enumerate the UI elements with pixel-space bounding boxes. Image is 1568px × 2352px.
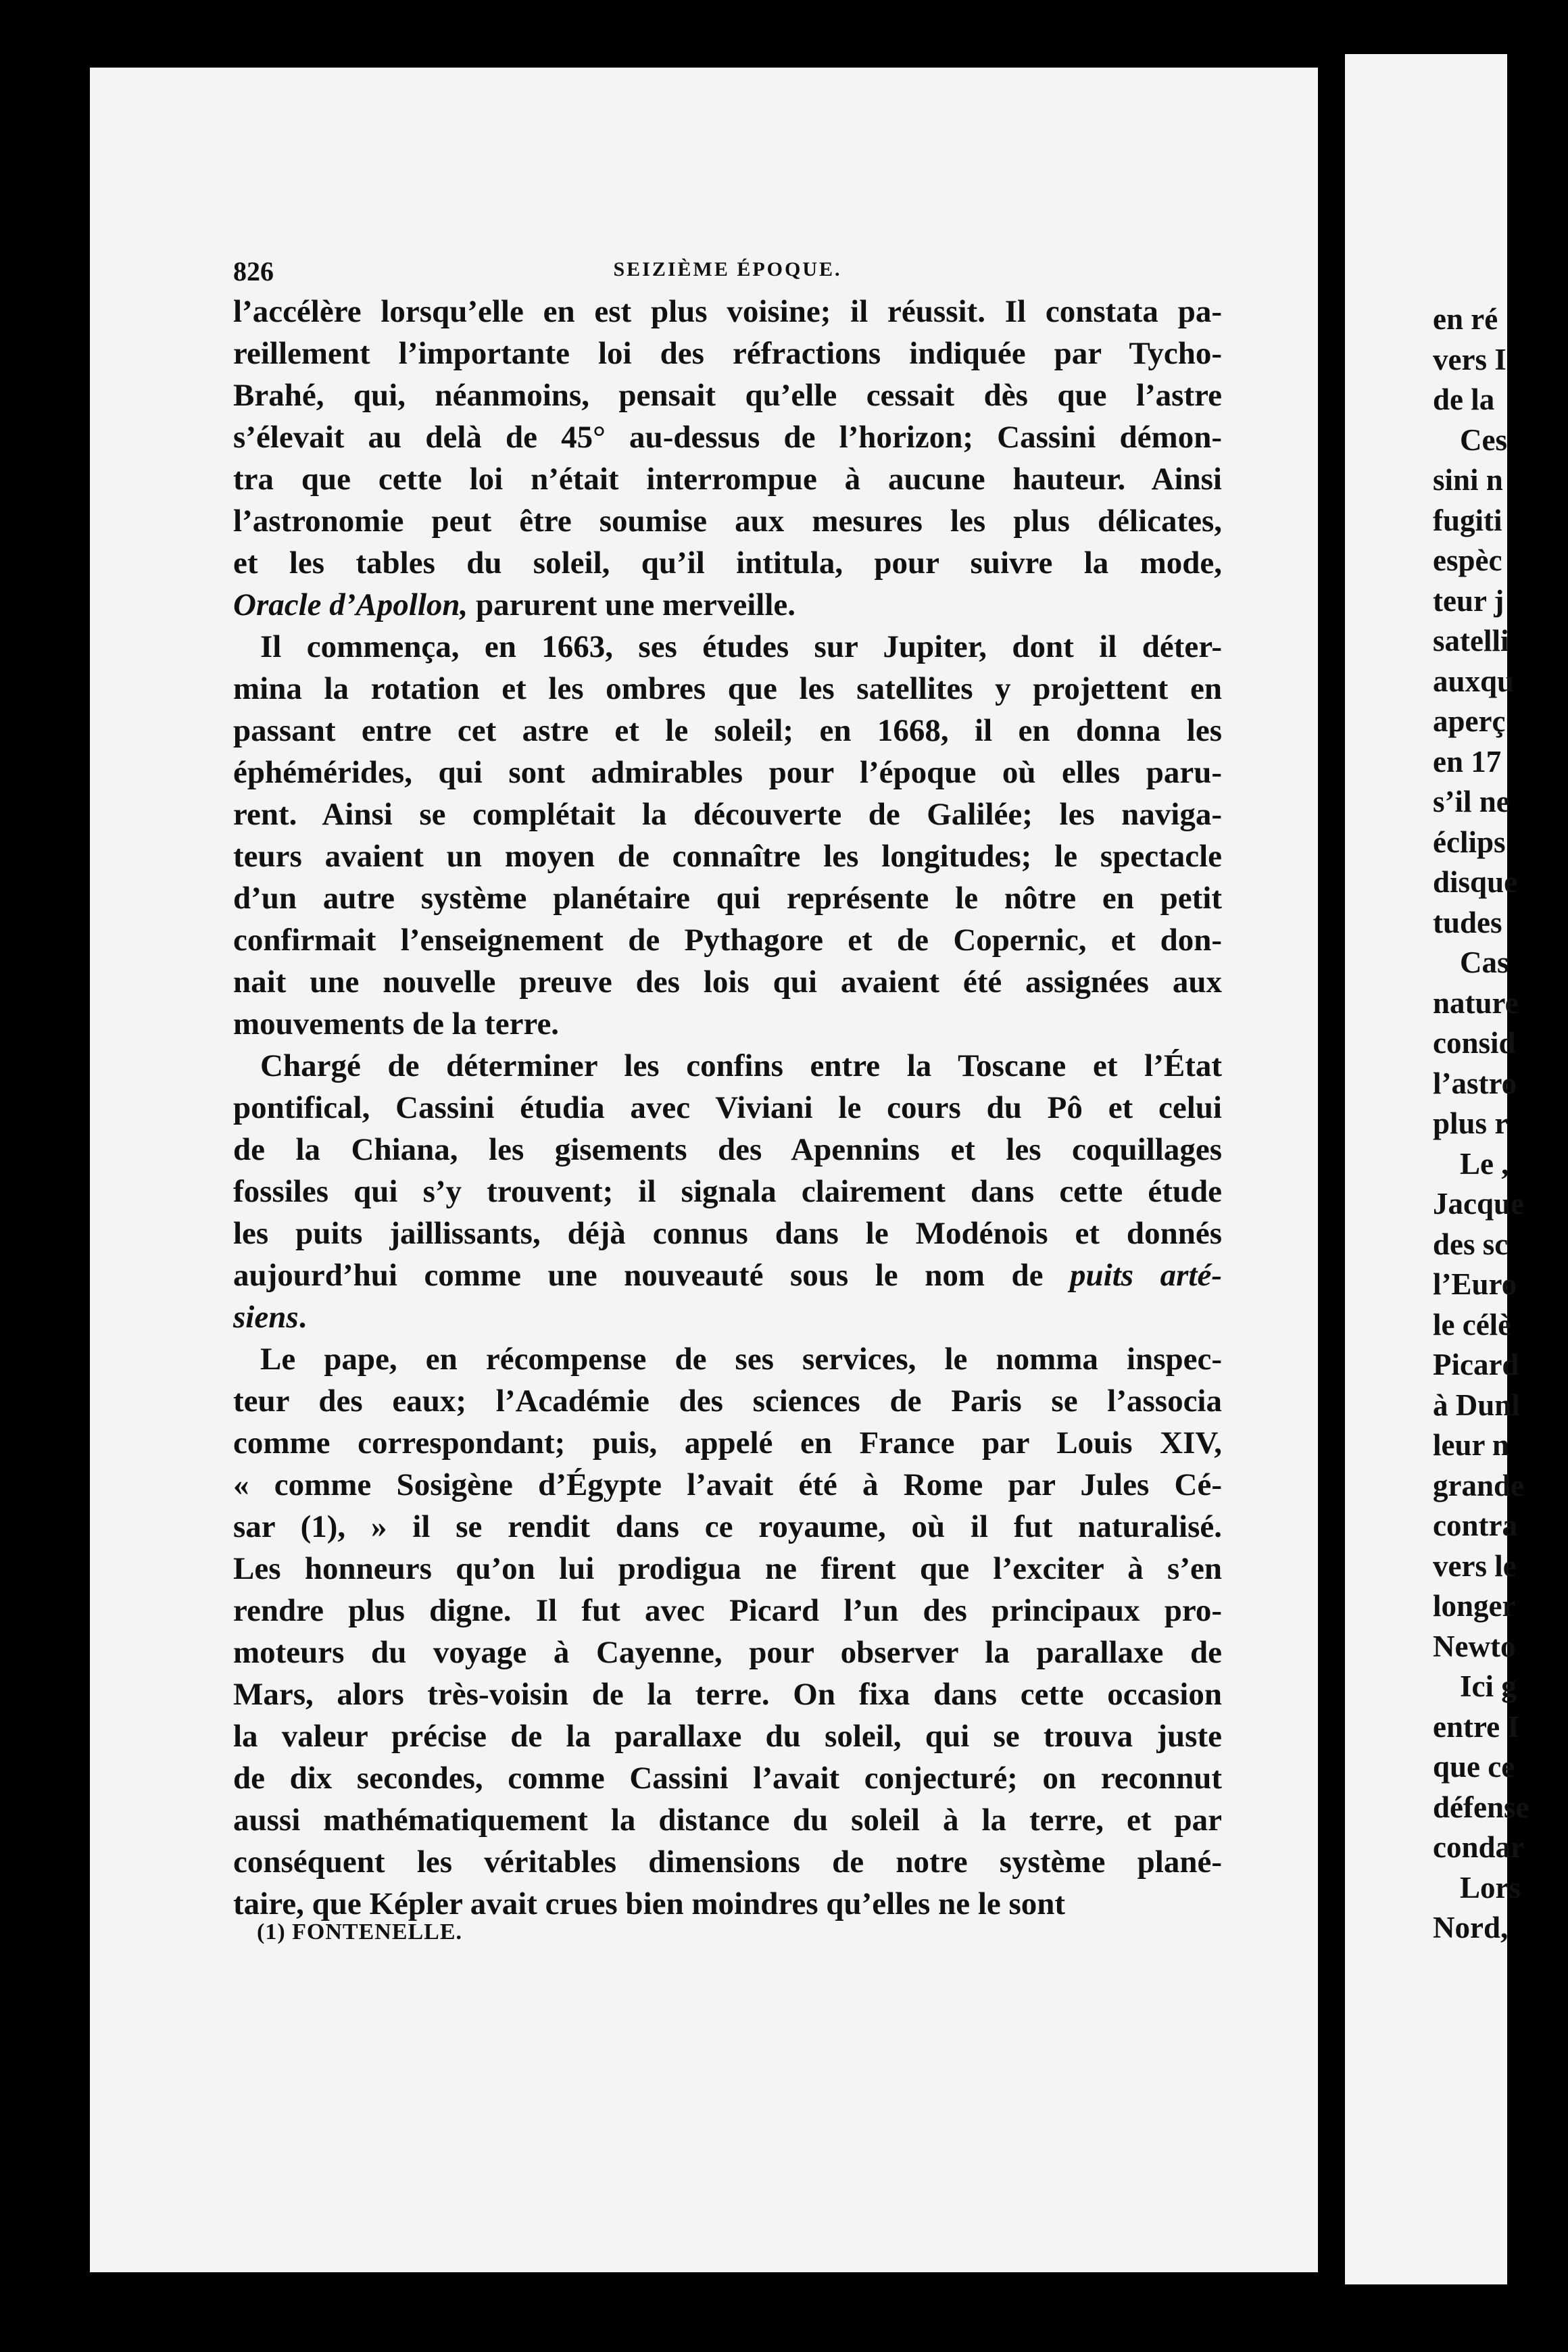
right-page-line: que ce [1433,1750,1515,1784]
page-header [233,255,1222,289]
right-page-line: Newto [1433,1629,1516,1663]
text-line [233,1003,1222,1045]
text-line [233,1590,1222,1632]
line-text: tra que cette loi n’était interrompue à aucune hauteur. Ainsi [233,462,1222,497]
line-text: Chargé de déterminer les confins entre la Toscane et l’État [260,1048,1222,1083]
text-line [233,1673,1222,1715]
text-line [233,1841,1222,1883]
text-line [233,1087,1222,1129]
page-number: 826 [233,256,274,287]
line-text: les puits jaillissants, déjà connus dans le Modénois et donnés [233,1216,1222,1251]
text-line [233,793,1222,835]
line-text: rent. Ainsi se complétait la découverte de Galilée; les naviga- [233,797,1222,832]
right-page-line: espèc [1433,543,1502,577]
line-text: et les tables du soleil, qu’il intitula, pour suivre la mode, [233,545,1222,581]
line-text: aujourd’hui comme une nouveauté sous le nom de [233,1258,1071,1293]
running-title: SEIZIÈME ÉPOQUE. [613,258,842,280]
line-text: passant entre cet astre et le soleil; en 1668, il en donna les [233,713,1222,748]
line-text: sar (1), » il se rendit dans ce royaume, où il fut naturalisé. [233,1509,1222,1544]
italic-text: puits arté- [1070,1258,1222,1293]
line-text: l’astronomie peut être soumise aux mesures les plus délicates, [233,504,1222,539]
line-text: mouvements de la terre. [233,1006,560,1042]
right-page-line: disque [1433,865,1518,899]
text-line [233,1296,1222,1338]
right-page-text [1433,299,1568,1949]
text-line [233,710,1222,752]
right-page-line: entre I [1433,1709,1519,1744]
right-page-line: fugiti [1433,503,1502,537]
right-page-line: contra [1433,1509,1517,1542]
right-page-line: en 17 [1433,744,1502,779]
line-text: parurent une merveille. [468,587,795,622]
text-line [233,752,1222,793]
text-line [233,1506,1222,1548]
line-text: « comme Sosigène d’Égypte l’avait été à Rome par Jules Cé- [233,1467,1222,1502]
line-text: fossiles qui s’y trouvent; il signala clairement dans cette étude [233,1174,1222,1209]
text-line [233,500,1222,542]
text-line [233,458,1222,500]
text-line [233,1799,1222,1841]
text-line [233,1883,1222,1925]
line-text: moteurs du voyage à Cayenne, pour observer la parallaxe de [233,1635,1222,1670]
right-page-line: Nord, [1433,1911,1509,1944]
text-line [233,1129,1222,1171]
text-line [233,1757,1222,1799]
line-text: teurs avaient un moyen de connaître les longitudes; le spectacle [233,839,1222,874]
line-text: taire, que Képler avait crues bien moindres qu’elles ne le sont [233,1886,1066,1921]
line-text: . [298,1300,307,1335]
text-line [233,626,1222,668]
text-line [233,374,1222,416]
line-text: pontifical, Cassini étudia avec Viviani le cours du Pô et celui [233,1090,1222,1125]
line-text: reillement l’importante loi des réfractions indiquée par Tycho- [233,336,1222,371]
right-page-line: des sc [1433,1227,1509,1261]
text-line [233,291,1222,333]
right-page-line: éclips [1433,825,1506,859]
text-line [233,1254,1222,1296]
right-page-line: auxqu [1433,664,1515,698]
right-page-line: sini n [1433,463,1503,497]
right-page-line: condar [1433,1830,1524,1864]
line-text: Les honneurs qu’on lui prodigua ne firent que l’exciter à s’en [233,1551,1222,1586]
text-line [233,584,1222,626]
line-text: de la Chiana, les gisements des Apennins et les coquillages [233,1132,1222,1167]
right-page-line: Jacque [1433,1187,1524,1221]
text-line [233,961,1222,1003]
right-page-line: Cas [1460,946,1509,979]
text-line [233,1464,1222,1506]
right-page-line: leur n [1433,1428,1509,1462]
right-page-line: vers I [1433,342,1506,376]
line-text: confirmait l’enseignement de Pythagore et de Copernic, et don- [233,923,1222,958]
right-page-line: Ces [1460,422,1507,457]
line-text: aussi mathématiquement la distance du soleil à la terre, et par [233,1803,1222,1838]
text-line [233,1548,1222,1590]
right-page-line: teur j [1433,583,1504,618]
line-text: s’élevait au delà de 45° au-dessus de l’horizon; Cassini démon- [233,420,1222,455]
line-text: d’un autre système planétaire qui représente le nôtre en petit [233,881,1222,916]
text-line [233,1715,1222,1757]
line-text: l’accélère lorsqu’elle en est plus voisine; il réussit. Il constata pa- [233,294,1222,329]
text-line [233,542,1222,584]
italic-text: Oracle d’Apollon, [233,587,468,622]
line-text: Le pape, en récompense de ses services, le nomma inspec- [260,1342,1222,1377]
book-gutter [1318,68,1345,2272]
text-line [233,1338,1222,1380]
text-line [233,919,1222,961]
right-page-line: en ré [1433,302,1498,336]
line-text: teur des eaux; l’Académie des sciences de Paris se l’associa [233,1383,1222,1419]
text-line [233,877,1222,919]
right-page-line: longer [1433,1589,1516,1623]
right-page-line: vers le [1433,1548,1517,1583]
text-line [233,668,1222,710]
right-page-line: tudes [1433,905,1502,939]
footnote: (1) FONTENELLE. [257,1919,463,1944]
right-page-line: plus r [1433,1106,1509,1140]
text-line [233,1422,1222,1464]
line-text: mina la rotation et les ombres que les satellites y projettent en [233,671,1222,706]
text-line [233,1212,1222,1254]
right-page-line: satelli [1433,624,1509,658]
right-page-line: l’Euro [1433,1267,1517,1301]
line-text: comme correspondant; puis, appelé en France par Louis XIV, [233,1425,1222,1461]
text-line [233,1380,1222,1422]
line-text: Mars, alors très-voisin de la terre. On fixa dans cette occasion [233,1677,1222,1712]
line-text: rendre plus digne. Il fut avec Picard l’un des principaux pro- [233,1593,1222,1628]
line-text: conséquent les véritables dimensions de notre système plané- [233,1844,1222,1880]
right-page-line: Le , [1460,1146,1509,1181]
right-page-line: Ici g [1460,1669,1517,1703]
text-line [233,1045,1222,1087]
right-page-line: de la [1433,383,1495,416]
right-page-line: nature [1433,985,1519,1020]
right-page-line: défense [1433,1790,1529,1824]
body-text [233,291,1222,1925]
text-line [233,1632,1222,1673]
right-page-line: Picard [1433,1348,1519,1381]
text-line [233,416,1222,458]
line-text: nait une nouvelle preuve des lois qui avaient été assignées aux [233,964,1222,1000]
right-page-line: l’astro [1433,1066,1517,1100]
right-page-line: consid [1433,1026,1516,1060]
italic-text: siens [233,1300,299,1335]
right-page-line: aperç [1433,704,1506,738]
right-page-line: le célè [1433,1307,1512,1342]
line-text: Brahé, qui, néanmoins, pensait qu’elle cessait dès que l’astre [233,378,1222,413]
right-page-line: s’il ne [1433,785,1510,818]
right-page-line: Lors [1460,1870,1521,1905]
text-line [233,333,1222,374]
text-line [233,1171,1222,1212]
line-text: Il commença, en 1663, ses études sur Jupiter, dont il déter- [260,629,1222,664]
line-text: éphémérides, qui sont admirables pour l’époque où elles paru- [233,755,1222,790]
line-text: la valeur précise de la parallaxe du soleil, qui se trouva juste [233,1719,1222,1754]
right-page-line: grande [1433,1468,1524,1502]
right-page-line: à Dunl [1433,1388,1520,1422]
line-text: de dix secondes, comme Cassini l’avait conjecturé; on reconnut [233,1761,1222,1796]
text-line [233,835,1222,877]
